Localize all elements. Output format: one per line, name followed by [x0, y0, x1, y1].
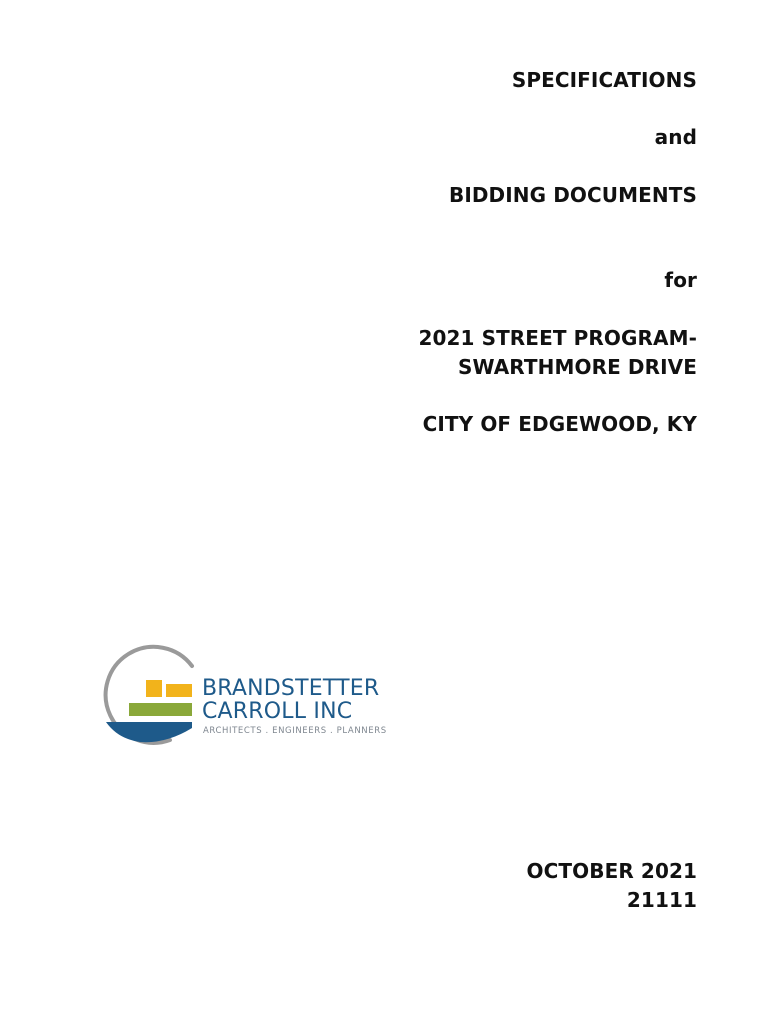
title-for: for — [664, 268, 697, 292]
title-bidding-documents: BIDDING DOCUMENTS — [448, 183, 697, 207]
logo-name-line1: BRANDSTETTER — [202, 676, 380, 701]
owner-name: CITY OF EDGEWOOD, KY — [422, 412, 697, 436]
logo-name-line2: CARROLL INC — [202, 699, 353, 724]
logo-green-bar — [129, 703, 192, 716]
project-name-line2: SWARTHMORE DRIVE — [457, 355, 697, 379]
project-number: 21111 — [626, 888, 697, 912]
title-and: and — [654, 125, 697, 149]
logo-blue-wave — [106, 722, 192, 742]
title-specifications: SPECIFICATIONS — [511, 68, 697, 92]
issue-date: OCTOBER 2021 — [526, 859, 697, 883]
logo-yellow-bar — [166, 684, 192, 697]
logo-tagline: ARCHITECTS . ENGINEERS . PLANNERS — [203, 726, 387, 736]
brandstetter-carroll-logo — [92, 638, 387, 750]
project-name-line1: 2021 STREET PROGRAM- — [418, 326, 697, 350]
logo-yellow-block — [146, 680, 162, 697]
logo-mark-icon — [92, 638, 202, 750]
